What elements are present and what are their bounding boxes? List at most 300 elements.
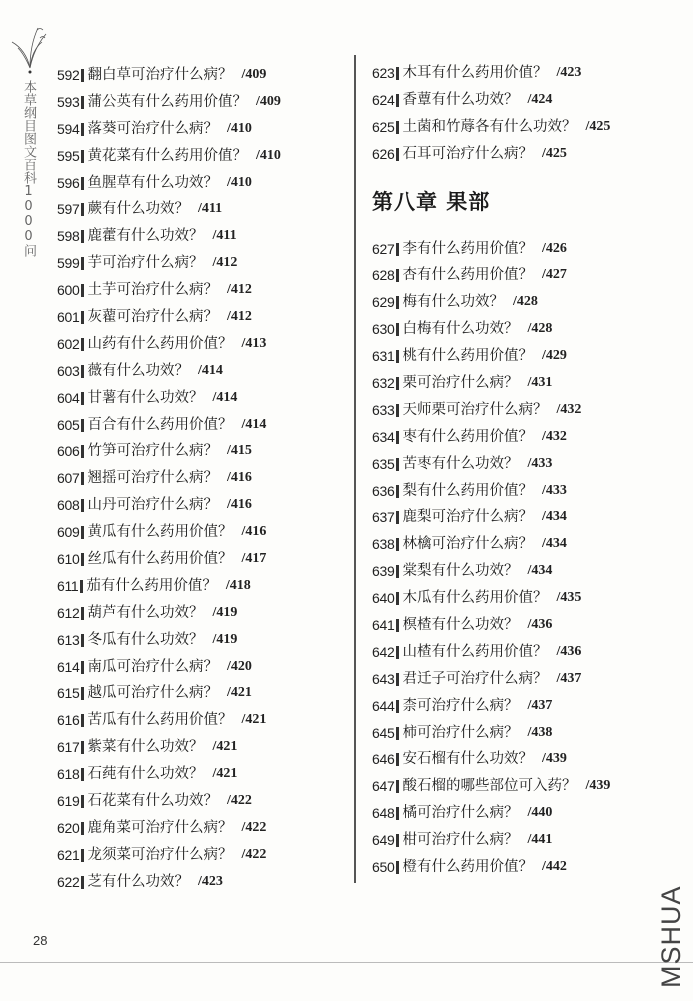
entry-question: 百合有什么药用价值？ <box>87 416 233 433</box>
entry-separator-bar <box>81 69 84 82</box>
entry-separator-bar <box>396 538 399 551</box>
entry-question: 桃有什么药用价值？ <box>402 348 533 365</box>
entry-number: 650 <box>372 859 395 876</box>
toc-entry[interactable] <box>372 746 610 773</box>
entry-separator-bar <box>81 849 84 862</box>
entry-separator-bar <box>396 485 399 498</box>
toc-entry[interactable] <box>372 397 610 424</box>
toc-entry[interactable] <box>57 116 281 143</box>
entry-number: 634 <box>372 428 395 445</box>
entry-page-ref: /434 <box>527 563 553 579</box>
entry-separator-bar <box>396 404 399 417</box>
entry-page-ref: /438 <box>527 724 553 740</box>
entry-question: 茄有什么药用价值？ <box>86 577 217 594</box>
entry-page-ref: /422 <box>241 819 267 835</box>
entry-question: 冬瓜有什么功效？ <box>87 631 204 648</box>
entry-number: 626 <box>372 145 395 162</box>
entry-number: 599 <box>57 255 80 272</box>
entry-number: 606 <box>57 443 80 460</box>
entry-question: 竹笋可治疗什么病？ <box>87 443 218 460</box>
toc-entry[interactable] <box>57 519 281 546</box>
entry-question: 栗可治疗什么病？ <box>402 375 519 392</box>
toc-entry[interactable] <box>57 869 281 896</box>
entry-question: 蒲公英有什么药用价值？ <box>87 93 247 110</box>
entry-separator-bar <box>396 431 399 444</box>
entry-page-ref: /412 <box>226 309 252 325</box>
entry-separator-bar <box>396 727 399 740</box>
entry-page-ref: /419 <box>212 631 238 647</box>
toc-entry[interactable] <box>57 438 281 465</box>
toc-entry[interactable] <box>57 573 281 600</box>
entry-question: 榠楂有什么功效？ <box>402 617 519 634</box>
entry-number: 638 <box>372 536 395 553</box>
entry-separator-bar <box>81 499 84 512</box>
entry-separator-bar <box>396 565 399 578</box>
entry-number: 613 <box>57 631 80 648</box>
entry-page-ref: /426 <box>541 240 567 256</box>
entry-number: 610 <box>57 551 80 568</box>
entry-separator-bar <box>396 834 399 847</box>
entry-number: 628 <box>372 267 395 284</box>
entry-separator-bar <box>81 392 84 405</box>
entry-number: 592 <box>57 67 80 83</box>
entry-question: 酸石榴的哪些部位可入药？ <box>402 778 577 795</box>
toc-entry[interactable] <box>372 262 610 289</box>
entry-page-ref: /436 <box>556 643 582 659</box>
entry-page-ref: /416 <box>226 497 252 513</box>
entry-page-ref: /428 <box>527 321 553 337</box>
entry-separator-bar <box>396 511 399 524</box>
entry-question: 柑可治疗什么病？ <box>402 832 519 849</box>
entry-separator-bar <box>396 94 399 107</box>
entry-question: 鹿角菜可治疗什么病？ <box>87 819 233 836</box>
entry-number: 618 <box>57 766 80 783</box>
entry-number: 624 <box>372 91 395 108</box>
entry-separator-bar <box>81 311 84 324</box>
toc-entry[interactable] <box>57 358 281 385</box>
entry-question: 鹿藿有什么功效？ <box>87 228 204 245</box>
entry-question: 香蕈有什么功效？ <box>402 91 519 108</box>
entry-question: 芋可治疗什么病？ <box>87 255 204 272</box>
entry-question: 林檎可治疗什么病？ <box>402 536 533 553</box>
toc-entry[interactable] <box>57 654 281 681</box>
toc-entry[interactable] <box>57 546 281 573</box>
toc-entry[interactable] <box>57 734 281 761</box>
entry-question: 丝瓜有什么药用价值？ <box>87 551 233 568</box>
entry-separator-bar <box>81 150 84 163</box>
entry-separator-bar <box>81 553 84 566</box>
entry-page-ref: /417 <box>241 551 267 567</box>
entry-question: 石莼有什么功效？ <box>87 766 204 783</box>
entry-page-ref: /423 <box>556 65 582 80</box>
entry-question: 土菌和竹蓐各有什么功效？ <box>402 118 577 135</box>
entry-question: 苦枣有什么功效？ <box>402 455 519 472</box>
entry-separator-bar <box>81 768 84 781</box>
entry-separator-bar <box>81 419 84 432</box>
entry-page-ref: /409 <box>255 93 281 109</box>
entry-number: 595 <box>57 147 80 164</box>
entry-number: 609 <box>57 524 80 541</box>
entry-page-ref: /439 <box>541 751 567 767</box>
entry-number: 619 <box>57 793 80 810</box>
toc-entry[interactable] <box>372 558 610 585</box>
toc-entry[interactable] <box>57 815 281 842</box>
entry-question: 梨有什么药用价值？ <box>402 482 533 499</box>
entry-separator-bar <box>81 795 84 808</box>
entry-page-ref: /414 <box>241 416 267 432</box>
entry-number: 640 <box>372 590 395 607</box>
entry-number: 620 <box>57 819 80 836</box>
entry-separator-bar <box>81 257 84 270</box>
entry-question: 山药有什么药用价值？ <box>87 335 233 352</box>
entry-page-ref: /413 <box>241 335 267 351</box>
entry-number: 648 <box>372 805 395 822</box>
toc-entry[interactable] <box>372 289 610 316</box>
toc-entry[interactable] <box>372 800 610 827</box>
toc-entry[interactable] <box>372 693 610 720</box>
toc-entry[interactable] <box>57 170 281 197</box>
entry-question: 甘薯有什么功效？ <box>87 389 204 406</box>
entry-number: 639 <box>372 563 395 580</box>
plant-decoration-icon <box>10 20 50 80</box>
entry-separator-bar <box>81 177 84 190</box>
entry-page-ref: /425 <box>541 145 567 161</box>
toc-entry[interactable] <box>57 277 281 304</box>
entry-separator-bar <box>396 619 399 632</box>
entry-question: 李有什么药用价值？ <box>402 240 533 257</box>
entry-question: 黄花菜有什么药用价值？ <box>87 147 247 164</box>
toc-entry[interactable] <box>372 370 610 397</box>
entry-separator-bar <box>81 526 84 539</box>
entry-separator-bar <box>396 350 399 363</box>
watermark: MSHUA <box>656 885 686 988</box>
entry-question: 鱼腥草有什么功效？ <box>87 174 218 191</box>
entry-number: 645 <box>372 724 395 741</box>
entry-page-ref: /421 <box>212 739 238 755</box>
entry-page-ref: /429 <box>541 348 567 364</box>
entry-question: 木瓜有什么药用价值？ <box>402 590 548 607</box>
entry-question: 翻白草可治疗什么病？ <box>87 67 233 83</box>
entry-page-ref: /432 <box>541 428 567 444</box>
entry-number: 605 <box>57 416 80 433</box>
entry-separator-bar <box>80 580 83 593</box>
entry-page-ref: /433 <box>527 455 553 471</box>
entry-number: 600 <box>57 282 80 299</box>
toc-entry[interactable] <box>372 773 610 800</box>
toc-entry[interactable] <box>57 62 281 89</box>
toc-entry[interactable] <box>372 585 610 612</box>
entry-number: 602 <box>57 335 80 352</box>
entry-page-ref: /427 <box>541 267 567 283</box>
toc-entry[interactable] <box>372 114 610 141</box>
entry-separator-bar <box>396 269 399 282</box>
entry-separator-bar <box>81 741 84 754</box>
entry-question: 龙须菜可治疗什么病？ <box>87 846 233 863</box>
entry-page-ref: /416 <box>241 524 267 540</box>
entry-number: 646 <box>372 751 395 768</box>
toc-entry[interactable] <box>57 465 281 492</box>
entry-page-ref: /440 <box>527 805 553 821</box>
entry-number: 593 <box>57 93 80 110</box>
entry-question: 木耳有什么药用价值？ <box>402 65 548 81</box>
entry-separator-bar <box>81 365 84 378</box>
entry-separator-bar <box>396 646 399 659</box>
toc-entry[interactable] <box>57 385 281 412</box>
entry-separator-bar <box>81 123 84 136</box>
entry-separator-bar <box>81 230 84 243</box>
entry-question: 芝有什么功效？ <box>87 873 189 890</box>
entry-number: 608 <box>57 497 80 514</box>
entry-page-ref: /416 <box>226 470 252 486</box>
entry-question: 土芋可治疗什么病？ <box>87 282 218 299</box>
entry-separator-bar <box>396 296 399 309</box>
entry-number: 621 <box>57 846 80 863</box>
entry-number: 642 <box>372 643 395 660</box>
entry-separator-bar <box>396 780 399 793</box>
entry-number: 641 <box>372 617 395 634</box>
entry-separator-bar <box>396 807 399 820</box>
toc-entry[interactable] <box>372 854 610 881</box>
toc-left-column <box>57 62 281 896</box>
toc-entry[interactable] <box>372 87 610 114</box>
entry-number: 594 <box>57 120 80 137</box>
entry-separator-bar <box>81 661 84 674</box>
entry-page-ref: /414 <box>212 389 238 405</box>
page-number: 28 <box>33 933 48 948</box>
entry-number: 625 <box>372 118 395 135</box>
entry-page-ref: /421 <box>212 766 238 782</box>
entry-page-ref: /412 <box>226 282 252 298</box>
toc-entry[interactable] <box>372 666 610 693</box>
entry-page-ref: /435 <box>556 590 582 606</box>
entry-number: 647 <box>372 778 395 795</box>
entry-question: 苦瓜有什么药用价值？ <box>87 712 233 729</box>
entry-question: 蕨有什么功效？ <box>87 201 189 218</box>
entry-number: 649 <box>372 832 395 849</box>
entry-page-ref: /419 <box>212 604 238 620</box>
entry-page-ref: /411 <box>212 228 237 244</box>
entry-separator-bar <box>396 700 399 713</box>
entry-question: 南瓜可治疗什么病？ <box>87 658 218 675</box>
entry-page-ref: /422 <box>241 846 267 862</box>
entry-question: 橙有什么药用价值？ <box>402 859 533 876</box>
entry-number: 604 <box>57 389 80 406</box>
toc-entry[interactable] <box>372 451 610 478</box>
entry-number: 615 <box>57 685 80 702</box>
toc-entry[interactable] <box>57 707 281 734</box>
toc-entry[interactable] <box>372 141 610 168</box>
toc-entry[interactable] <box>372 478 610 505</box>
toc-entry[interactable] <box>57 143 281 170</box>
toc-entry[interactable] <box>372 827 610 854</box>
entry-number: 631 <box>372 348 395 365</box>
entry-page-ref: /420 <box>226 658 252 674</box>
toc-entry[interactable] <box>57 304 281 331</box>
chapter-heading: 第八章 果部 <box>372 188 491 214</box>
entry-number: 630 <box>372 321 395 338</box>
entry-page-ref: /436 <box>527 617 553 633</box>
entry-number: 616 <box>57 712 80 729</box>
entry-question: 紫菜有什么功效？ <box>87 739 204 756</box>
entry-page-ref: /439 <box>585 778 611 794</box>
entry-number: 636 <box>372 482 395 499</box>
entry-separator-bar <box>396 592 399 605</box>
entry-number: 596 <box>57 174 80 191</box>
entry-number: 611 <box>57 577 79 594</box>
toc-entry[interactable] <box>57 788 281 815</box>
entry-number: 598 <box>57 228 80 245</box>
entry-separator-bar <box>396 861 399 874</box>
entry-question: 橘可治疗什么病？ <box>402 805 519 822</box>
toc-entry[interactable] <box>57 89 281 116</box>
entry-number: 612 <box>57 604 80 621</box>
entry-number: 617 <box>57 739 80 756</box>
entry-page-ref: /441 <box>527 832 553 848</box>
entry-separator-bar <box>396 458 399 471</box>
entry-page-ref: /432 <box>556 401 582 417</box>
column-divider <box>354 55 356 883</box>
entry-number: 643 <box>372 670 395 687</box>
toc-entry[interactable] <box>57 331 281 358</box>
entry-question: 灰藋可治疗什么病？ <box>87 309 218 326</box>
entry-number: 622 <box>57 873 80 890</box>
entry-page-ref: /437 <box>527 697 553 713</box>
entry-number: 635 <box>372 455 395 472</box>
entry-separator-bar <box>81 472 84 485</box>
entry-separator-bar <box>81 96 84 109</box>
entry-number: 623 <box>372 65 395 81</box>
entry-separator-bar <box>81 338 84 351</box>
entry-page-ref: /423 <box>197 873 223 889</box>
entry-question: 山楂有什么药用价值？ <box>402 643 548 660</box>
entry-page-ref: /418 <box>225 577 251 593</box>
entry-question: 翘摇可治疗什么病？ <box>87 470 218 487</box>
entry-number: 601 <box>57 309 80 326</box>
toc-entry[interactable] <box>57 492 281 519</box>
toc-entry[interactable] <box>372 343 610 370</box>
toc-entry[interactable] <box>372 316 610 343</box>
entry-number: 603 <box>57 362 80 379</box>
entry-number: 633 <box>372 401 395 418</box>
entry-question: 柰可治疗什么病？ <box>402 697 519 714</box>
entry-question: 梅有什么功效？ <box>402 294 504 311</box>
entry-page-ref: /410 <box>226 120 252 136</box>
toc-entry[interactable] <box>57 680 281 707</box>
entry-separator-bar <box>81 607 84 620</box>
entry-question: 山丹可治疗什么病？ <box>87 497 218 514</box>
entry-question: 杏有什么药用价值？ <box>402 267 533 284</box>
toc-right-column <box>372 60 610 881</box>
toc-entry[interactable] <box>372 504 610 531</box>
entry-separator-bar <box>396 121 399 134</box>
toc-entry[interactable] <box>57 250 281 277</box>
entry-page-ref: /422 <box>226 793 252 809</box>
entry-question: 石花菜有什么功效？ <box>87 793 218 810</box>
toc-entry[interactable] <box>57 600 281 627</box>
toc-entry[interactable] <box>372 60 610 87</box>
entry-question: 鹿梨可治疗什么病？ <box>402 509 533 526</box>
entry-page-ref: /424 <box>527 91 553 107</box>
entry-question: 越瓜可治疗什么病？ <box>87 685 218 702</box>
toc-entry[interactable] <box>57 627 281 654</box>
toc-entry[interactable] <box>57 223 281 250</box>
entry-separator-bar <box>81 714 84 727</box>
entry-question: 君迁子可治疗什么病？ <box>402 670 548 687</box>
entry-question: 柿可治疗什么病？ <box>402 724 519 741</box>
entry-question: 石耳可治疗什么病？ <box>402 145 533 162</box>
entry-separator-bar <box>81 634 84 647</box>
entry-separator-bar <box>81 687 84 700</box>
toc-entry[interactable] <box>372 424 610 451</box>
entry-page-ref: /433 <box>541 482 567 498</box>
entry-separator-bar <box>81 822 84 835</box>
entry-separator-bar <box>396 67 399 80</box>
toc-entry[interactable] <box>57 196 281 223</box>
entry-page-ref: /434 <box>541 536 567 552</box>
entry-number: 607 <box>57 470 80 487</box>
entry-separator-bar <box>396 323 399 336</box>
entry-separator-bar <box>396 377 399 390</box>
book-side-title: 本草纲目图文百科1000问 <box>21 80 36 257</box>
entry-page-ref: /425 <box>585 118 611 134</box>
toc-entry[interactable] <box>372 720 610 747</box>
entry-page-ref: /434 <box>541 509 567 525</box>
entry-page-ref: /437 <box>556 670 582 686</box>
entry-separator-bar <box>81 445 84 458</box>
entry-page-ref: /421 <box>241 712 267 728</box>
entry-question: 薇有什么功效？ <box>87 362 189 379</box>
entry-page-ref: /410 <box>226 174 252 190</box>
toc-entry[interactable] <box>372 612 610 639</box>
entry-number: 632 <box>372 375 395 392</box>
entry-question: 棠梨有什么功效？ <box>402 563 519 580</box>
toc-entry[interactable] <box>57 761 281 788</box>
toc-entry[interactable] <box>372 236 610 263</box>
entry-separator-bar <box>396 243 399 256</box>
entry-number: 627 <box>372 240 395 257</box>
entry-separator-bar <box>396 673 399 686</box>
entry-number: 597 <box>57 201 80 218</box>
entry-number: 629 <box>372 294 395 311</box>
entry-question: 落葵可治疗什么病？ <box>87 120 218 137</box>
entry-number: 644 <box>372 697 395 714</box>
entry-page-ref: /431 <box>527 375 553 391</box>
entry-page-ref: /412 <box>212 255 238 271</box>
entry-separator-bar <box>396 753 399 766</box>
toc-entry[interactable] <box>57 842 281 869</box>
toc-entry[interactable] <box>372 639 610 666</box>
entry-separator-bar <box>396 148 399 161</box>
bottom-rule <box>0 962 693 963</box>
entry-page-ref: /415 <box>226 443 252 459</box>
entry-question: 葫芦有什么功效？ <box>87 604 204 621</box>
entry-page-ref: /421 <box>226 685 252 701</box>
entry-question: 安石榴有什么功效？ <box>402 751 533 768</box>
entry-page-ref: /442 <box>541 859 567 875</box>
entry-page-ref: /428 <box>512 294 538 310</box>
entry-separator-bar <box>81 876 84 889</box>
toc-entry[interactable] <box>57 412 281 439</box>
entry-number: 637 <box>372 509 395 526</box>
entry-number: 614 <box>57 658 80 675</box>
entry-question: 枣有什么药用价值？ <box>402 428 533 445</box>
toc-entry[interactable] <box>372 531 610 558</box>
entry-page-ref: /411 <box>197 201 223 217</box>
entry-separator-bar <box>81 284 84 297</box>
entry-question: 白梅有什么功效？ <box>402 321 519 338</box>
entry-page-ref: /414 <box>197 362 223 378</box>
entry-page-ref: /410 <box>255 147 281 163</box>
